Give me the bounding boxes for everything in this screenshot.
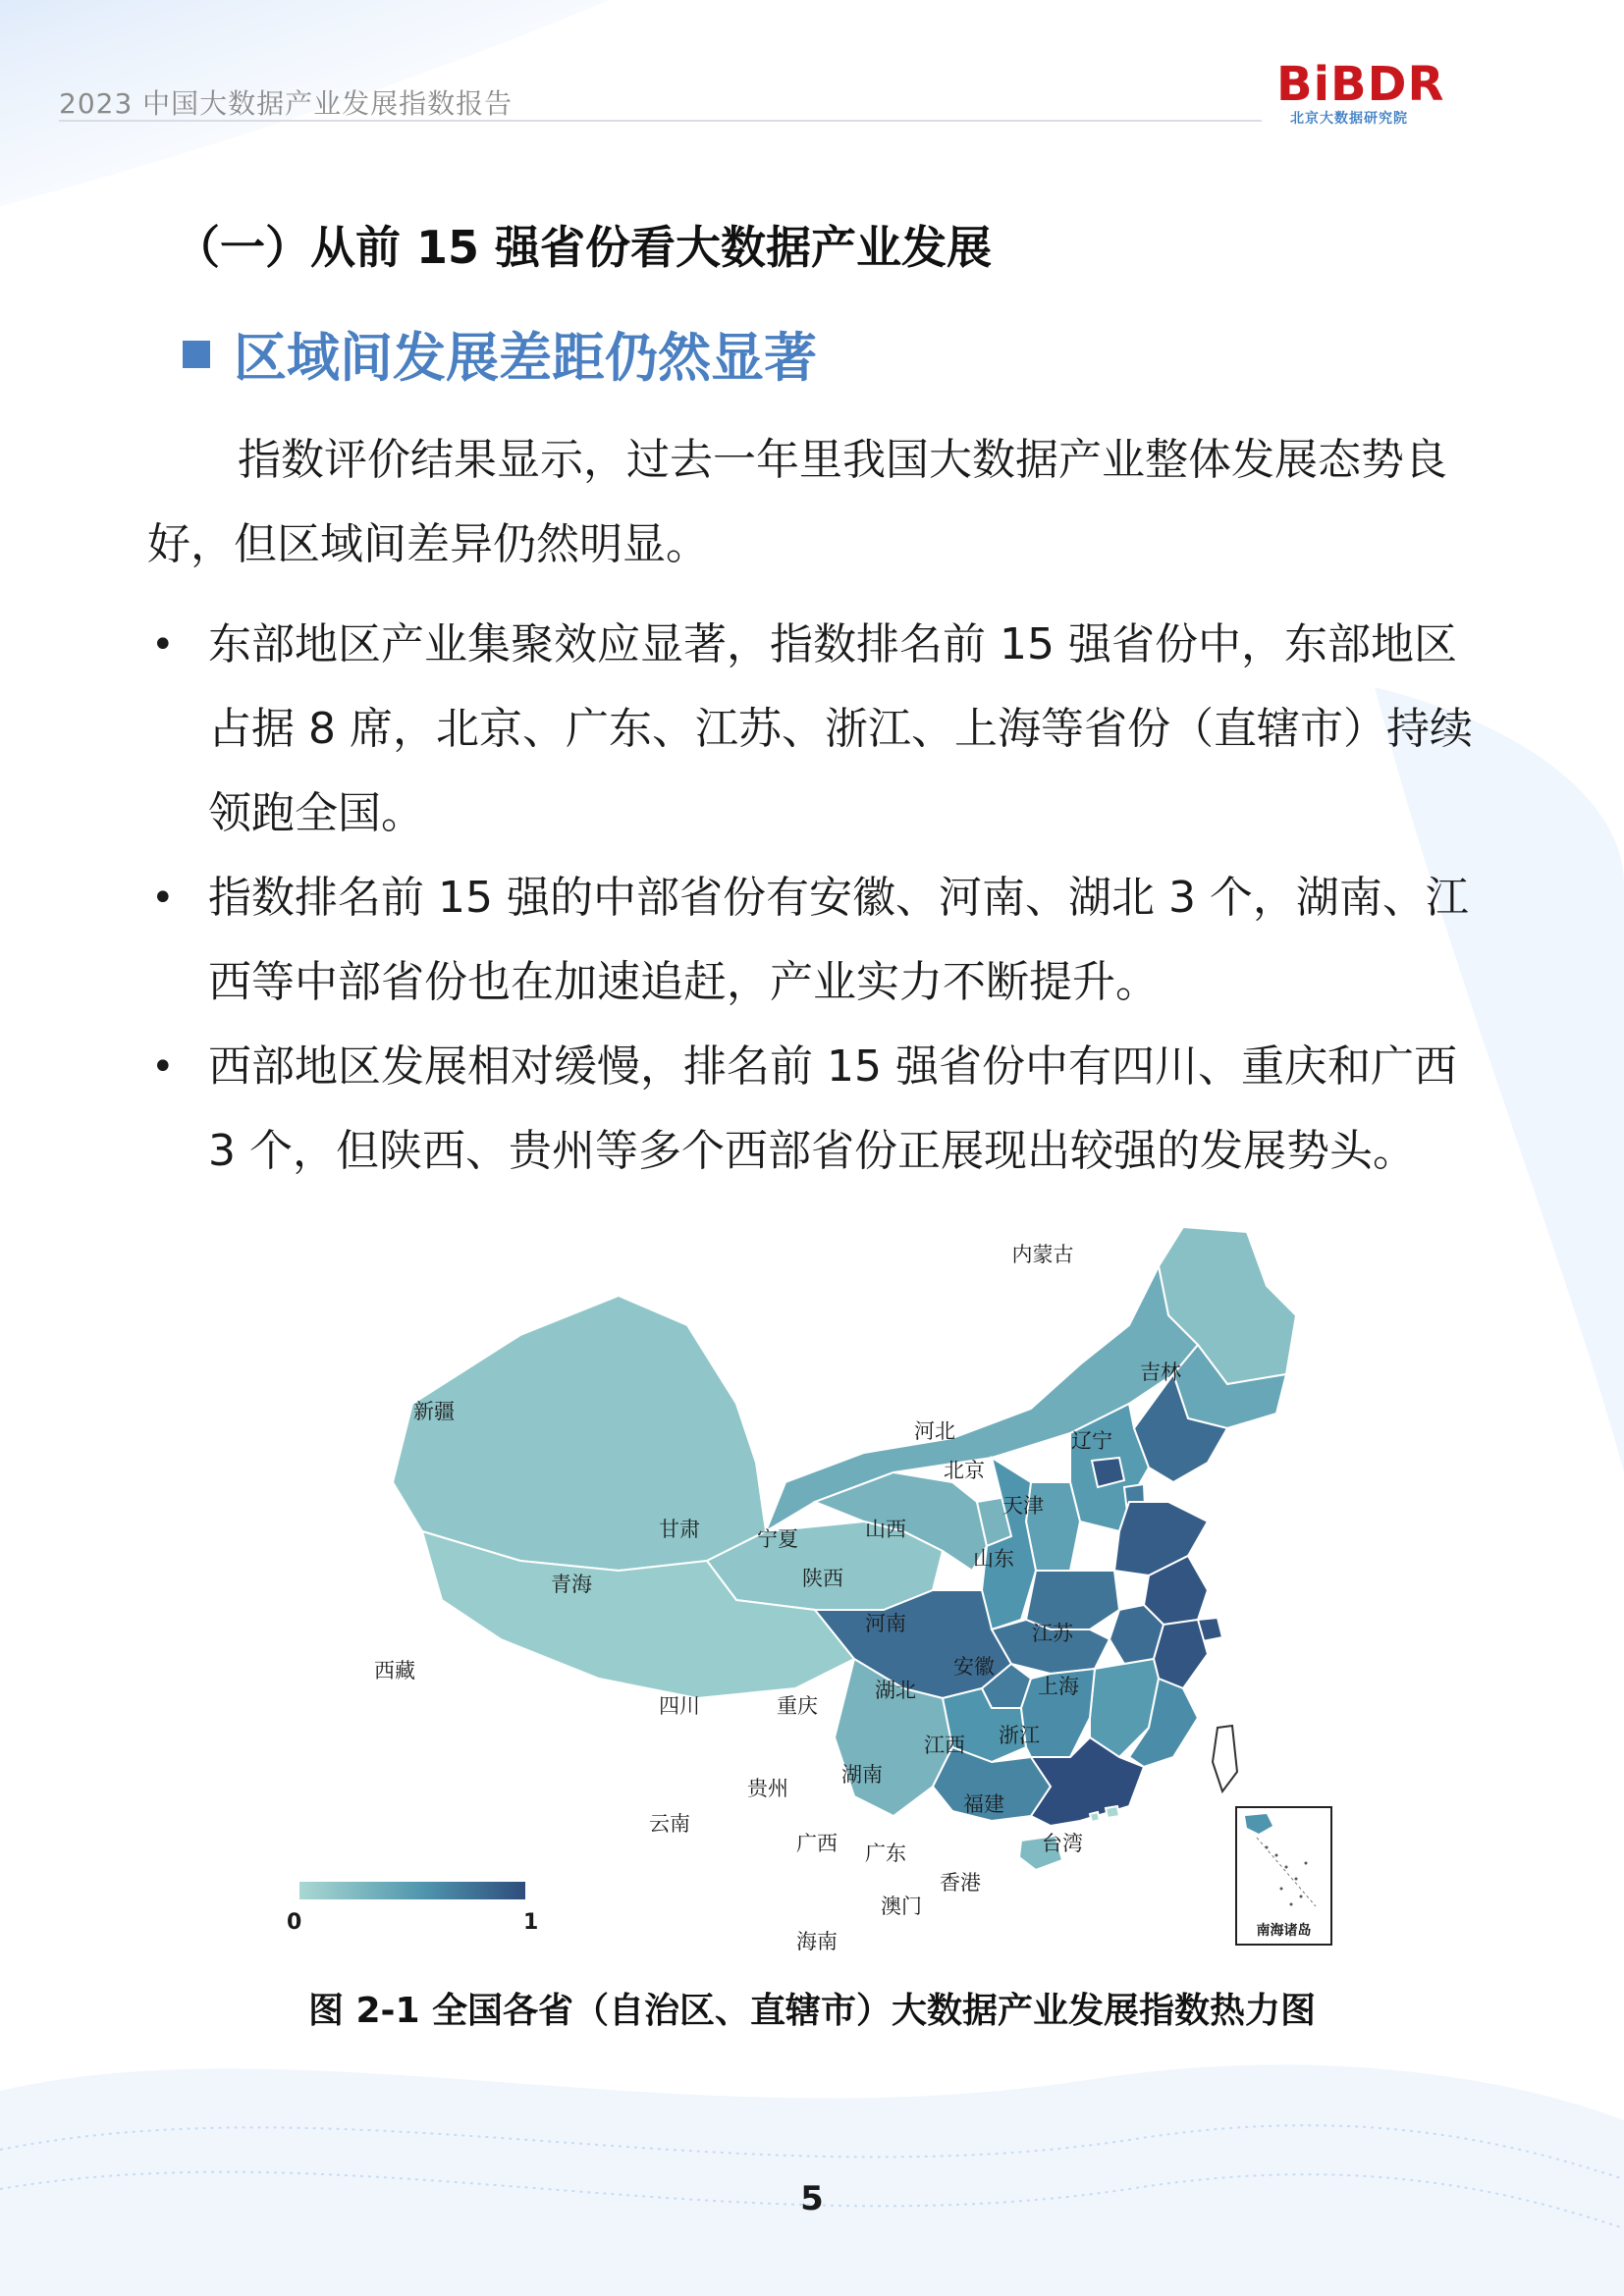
province-label: 福建	[963, 1792, 1004, 1816]
bullet-item-central: • 指数排名前 15 强的中部省份有安徽、河南、湖北 3 个，湖南、江西等中部省份也在加速追赶，产业实力不断提升。	[147, 856, 1483, 1025]
bibdr-logo	[1276, 57, 1556, 126]
bullet-dot-icon: •	[151, 876, 175, 921]
province-label: 贵州	[747, 1777, 788, 1800]
square-bullet-icon	[183, 341, 210, 368]
bullet-dot-icon: •	[151, 622, 175, 667]
province-region	[1106, 1806, 1119, 1818]
province-label: 宁夏	[757, 1527, 798, 1551]
province-label: 北京	[944, 1459, 985, 1482]
province-label: 江西	[924, 1734, 965, 1757]
south-china-sea-inset	[1235, 1806, 1332, 1946]
province-label: 陕西	[802, 1567, 843, 1590]
province-label: 湖北	[875, 1679, 916, 1702]
province-label: 湖南	[841, 1763, 883, 1787]
province-label: 河北	[914, 1419, 955, 1443]
province-label: 广东	[865, 1842, 906, 1865]
province-label: 江苏	[1032, 1622, 1073, 1645]
province-region	[1026, 1571, 1119, 1629]
province-region	[1213, 1726, 1237, 1791]
province-label: 山东	[973, 1547, 1014, 1571]
province-label: 西藏	[374, 1659, 415, 1682]
province-label: 上海	[1038, 1675, 1079, 1698]
province-label: 新疆	[413, 1400, 455, 1423]
province-label: 天津	[1002, 1494, 1044, 1518]
province-label: 广西	[796, 1832, 838, 1855]
intro-paragraph: 指数评价结果显示，过去一年里我国大数据产业整体发展态势良好，但区域间差异仍然明显。	[147, 435, 1447, 569]
bullet-item-west: • 西部地区发展相对缓慢，排名前 15 强省份中有四川、重庆和广西 3 个，但陕西、贵州等多个西部省份正展现出较强的发展势头。	[147, 1025, 1483, 1194]
logo-text-main: BiBD	[1276, 57, 1408, 112]
bullet-dot-icon: •	[151, 1044, 175, 1090]
province-label: 海南	[796, 1930, 838, 1953]
province-region	[1090, 1812, 1100, 1822]
subsection-heading	[183, 316, 817, 392]
province-region	[1154, 1620, 1208, 1688]
province-label: 内蒙古	[1011, 1243, 1074, 1266]
report-header-title: 2023 中国大数据产业发展指数报告	[59, 87, 514, 120]
subsection-title: 区域间发展差距仍然显著	[234, 327, 817, 389]
inset-islands-icon	[1237, 1808, 1330, 1916]
bullet-list	[147, 603, 1483, 1194]
inset-label: 南海诸岛	[1256, 1923, 1312, 1939]
province-region	[393, 1296, 766, 1571]
header-divider	[59, 120, 1262, 122]
province-label: 香港	[940, 1871, 981, 1895]
legend-min-label: 0	[287, 1910, 302, 1935]
province-label: 山西	[865, 1518, 906, 1541]
figure-caption: 图 2-1 全国各省（自治区、直辖市）大数据产业发展指数热力图	[307, 1991, 1317, 2031]
province-label: 澳门	[881, 1895, 922, 1918]
province-label: 河南	[865, 1612, 906, 1635]
province-label: 吉林	[1140, 1361, 1181, 1384]
province-label: 重庆	[777, 1694, 818, 1718]
legend-max-label: 1	[523, 1910, 539, 1935]
logo-subtitle: 北京大数据研究院	[1290, 111, 1408, 127]
bullet-item-east: • 东部地区产业集聚效应显著，指数排名前 15 强省份中，东部地区占据 8 席，北京、广东、江苏、浙江、上海等省份（直辖市）持续领跑全国。	[147, 603, 1483, 856]
page-number: 5	[800, 2179, 824, 2218]
province-label: 甘肃	[659, 1518, 700, 1541]
logo-text-r: R	[1407, 57, 1445, 112]
section-title: （一）从前 15 强省份看大数据产业发展	[175, 221, 993, 274]
province-label: 浙江	[999, 1724, 1040, 1747]
province-label: 云南	[649, 1812, 690, 1836]
province-label: 台湾	[1042, 1832, 1083, 1855]
legend-gradient-bar	[299, 1882, 525, 1899]
china-heatmap	[374, 1207, 1365, 1953]
province-label: 四川	[659, 1694, 700, 1718]
province-label: 安徽	[953, 1655, 995, 1679]
province-label: 青海	[551, 1573, 592, 1596]
province-label: 辽宁	[1071, 1429, 1112, 1453]
